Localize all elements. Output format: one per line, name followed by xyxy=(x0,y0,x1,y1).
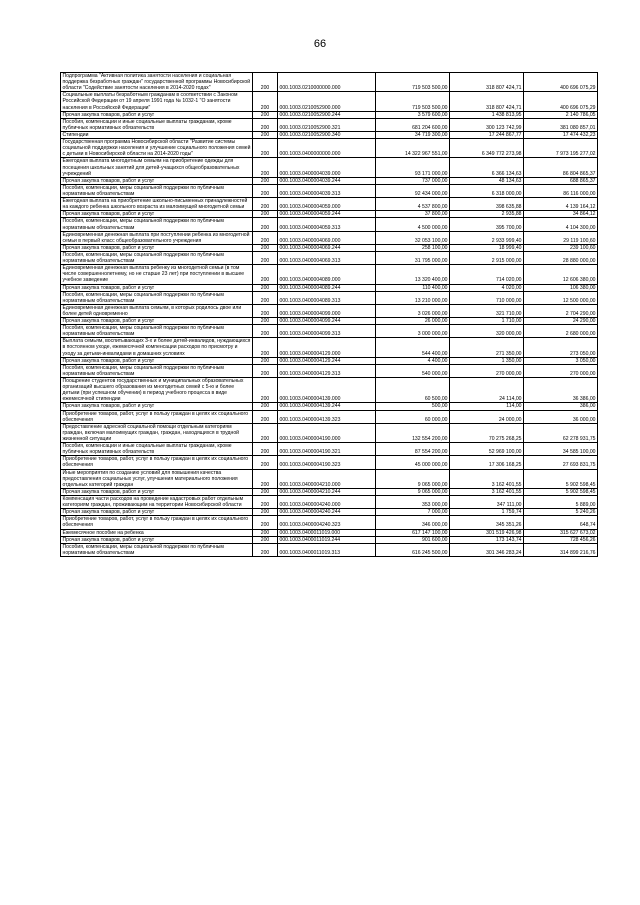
row-code-cell: 200 xyxy=(253,139,278,158)
table-row xyxy=(61,284,598,291)
row-name-cell: Пособия, компенсации, меры социальной поддержки по публичным нормативным обязательствам xyxy=(61,325,253,338)
row-code-cell: 200 xyxy=(253,516,278,529)
row-name-cell: Выплата семьям, воспитывающих 3-х и более детей-инвалидов, нуждающихся в постоянном уходе, ежемесячной компенсации расходов по присмотру и уходу за детьми-инвалидами в домашних условиях xyxy=(61,338,253,357)
row-code-cell: 200 xyxy=(253,158,278,177)
row-code-cell: 200 xyxy=(253,496,278,509)
row-kbk-cell: 000.1003.0210052900.000 xyxy=(278,92,376,111)
row-approved-cell: 616 245 500,00 xyxy=(376,543,450,556)
row-kbk-cell: 000.1003.0400004190.323 xyxy=(278,456,376,469)
row-code-cell: 200 xyxy=(253,543,278,556)
row-executed-cell: 301 346 283,24 xyxy=(450,543,524,556)
row-executed-cell: 173 143,74 xyxy=(450,536,524,543)
row-approved-cell: 4 537 800,00 xyxy=(376,198,450,211)
row-code-cell: 200 xyxy=(253,198,278,211)
table-row xyxy=(61,291,598,304)
row-code-cell: 200 xyxy=(253,131,278,138)
row-name-cell: Пособия, компенсации, меры социальной поддержки по публичным нормативным обязательствам xyxy=(61,251,253,264)
row-approved-cell: 4 500 000,00 xyxy=(376,218,450,231)
row-name-cell: Прочая закупка товаров, работ и услуг xyxy=(61,177,253,184)
row-code-cell: 200 xyxy=(253,423,278,442)
table-row xyxy=(61,231,598,244)
row-remaining-cell: 28 880 000,00 xyxy=(524,251,598,264)
row-executed-cell: 347 111,00 xyxy=(450,496,524,509)
row-executed-cell: 24 114,00 xyxy=(450,378,524,403)
row-kbk-cell: 000.1003.0400004190.000 xyxy=(278,423,376,442)
row-name-cell: Прочая закупка товаров, работ и услуг xyxy=(61,284,253,291)
row-name-cell: Прочая закупка товаров, работ и услуг xyxy=(61,318,253,325)
row-kbk-cell: 000.1003.0400004089.000 xyxy=(278,265,376,284)
table-row xyxy=(61,443,598,456)
table-row xyxy=(61,423,598,442)
row-approved-cell: 26 000,00 xyxy=(376,318,450,325)
row-approved-cell: 719 503 500,00 xyxy=(376,92,450,111)
row-approved-cell: 9 065 000,00 xyxy=(376,488,450,495)
table-row xyxy=(61,403,598,410)
row-executed-cell: 52 969 100,00 xyxy=(450,443,524,456)
row-approved-cell: 540 000,00 xyxy=(376,364,450,377)
row-executed-cell: 301 519 426,98 xyxy=(450,529,524,536)
row-name-cell: Иные мероприятия по созданию условий для повышения качества предоставления социальных услуг, улучшения материального положения отдельных категорий граждан xyxy=(61,469,253,488)
row-approved-cell: 3 579 600,00 xyxy=(376,111,450,118)
row-remaining-cell: 34 864,12 xyxy=(524,211,598,218)
row-remaining-cell: 12 606 380,00 xyxy=(524,265,598,284)
row-remaining-cell: 4 104 300,00 xyxy=(524,218,598,231)
row-approved-cell: 31 795 000,00 xyxy=(376,251,450,264)
row-executed-cell: 70 275 268,25 xyxy=(450,423,524,442)
table-row xyxy=(61,139,598,158)
table-row xyxy=(61,509,598,516)
row-remaining-cell: 12 500 000,00 xyxy=(524,291,598,304)
row-executed-cell: 318 807 424,71 xyxy=(450,92,524,111)
row-approved-cell: 13 320 400,00 xyxy=(376,265,450,284)
row-remaining-cell: 36 000,00 xyxy=(524,410,598,423)
row-remaining-cell: 4 139 164,12 xyxy=(524,198,598,211)
row-kbk-cell: 000.1003.0400004069.313 xyxy=(278,251,376,264)
row-name-cell: Приобретение товаров, работ, услуг в пользу граждан в целях их социального обеспечения xyxy=(61,456,253,469)
row-executed-cell: 2 935,88 xyxy=(450,211,524,218)
row-remaining-cell: 17 474 432,23 xyxy=(524,131,598,138)
row-executed-cell: 1 710,00 xyxy=(450,318,524,325)
row-executed-cell: 114,00 xyxy=(450,403,524,410)
row-kbk-cell: 000.1003.0400004069.000 xyxy=(278,231,376,244)
row-code-cell: 200 xyxy=(253,536,278,543)
row-code-cell: 200 xyxy=(253,403,278,410)
row-name-cell: Поощрение студентов государственных и муниципальных образовательных организаций высшего образования из многодетных семей с 5-ю и более детьми (при успешном обучении) в период учебного процесса в виде ежемесячной стипендии xyxy=(61,378,253,403)
row-code-cell: 200 xyxy=(253,357,278,364)
table-row xyxy=(61,265,598,284)
row-approved-cell: 544 400,00 xyxy=(376,338,450,357)
row-kbk-cell: 000.1003.0400004129.000 xyxy=(278,338,376,357)
table-row xyxy=(61,488,598,495)
row-executed-cell: 320 000,00 xyxy=(450,325,524,338)
row-approved-cell: 60 500,00 xyxy=(376,378,450,403)
row-code-cell: 200 xyxy=(253,184,278,197)
row-name-cell: Прочая закупка товаров, работ и услуг xyxy=(61,488,253,495)
table-row xyxy=(61,469,598,488)
row-code-cell: 200 xyxy=(253,410,278,423)
row-code-cell: 200 xyxy=(253,488,278,495)
row-executed-cell: 395 700,00 xyxy=(450,218,524,231)
row-name-cell: Стипендии xyxy=(61,131,253,138)
row-kbk-cell: 000.1003.0400004059.244 xyxy=(278,211,376,218)
row-code-cell: 200 xyxy=(253,92,278,111)
row-executed-cell: 271 350,00 xyxy=(450,338,524,357)
row-executed-cell: 17 244 867,77 xyxy=(450,131,524,138)
row-kbk-cell: 000.1003.0400011019.000 xyxy=(278,529,376,536)
row-kbk-cell: 000.1003.0400004039.313 xyxy=(278,184,376,197)
row-kbk-cell: 000.1003.0400004039.244 xyxy=(278,177,376,184)
row-name-cell: Прочая закупка товаров, работ и услуг xyxy=(61,211,253,218)
row-code-cell: 200 xyxy=(253,469,278,488)
row-approved-cell: 93 171 000,00 xyxy=(376,158,450,177)
row-executed-cell: 4 020,00 xyxy=(450,284,524,291)
table-row xyxy=(61,357,598,364)
row-kbk-cell: 000.1003.0400004089.313 xyxy=(278,291,376,304)
row-executed-cell: 2 933 999,40 xyxy=(450,231,524,244)
row-name-cell: Пособия, компенсации и иные социальные выплаты гражданам, кроме публичных нормативных обязательств xyxy=(61,443,253,456)
row-remaining-cell: 7 973 195 277,02 xyxy=(524,139,598,158)
row-name-cell: Пособия, компенсации, меры социальной поддержки по публичным нормативным обязательствам xyxy=(61,291,253,304)
row-code-cell: 200 xyxy=(253,265,278,284)
row-kbk-cell: 000.1003.0400004099.000 xyxy=(278,304,376,317)
row-executed-cell: 1 759,74 xyxy=(450,509,524,516)
row-approved-cell: 132 554 200,00 xyxy=(376,423,450,442)
table-row xyxy=(61,304,598,317)
row-remaining-cell: 270 000,00 xyxy=(524,364,598,377)
row-kbk-cell: 000.1003.0400004139.000 xyxy=(278,378,376,403)
row-code-cell: 200 xyxy=(253,177,278,184)
row-code-cell: 200 xyxy=(253,325,278,338)
table-row xyxy=(61,378,598,403)
row-executed-cell: 1 438 813,95 xyxy=(450,111,524,118)
row-approved-cell: 34 719 300,00 xyxy=(376,131,450,138)
row-approved-cell: 60 000,00 xyxy=(376,410,450,423)
row-approved-cell: 258 100,00 xyxy=(376,244,450,251)
row-approved-cell: 737 000,00 xyxy=(376,177,450,184)
budget-table-body xyxy=(61,73,598,557)
table-row xyxy=(61,158,598,177)
table-row xyxy=(61,338,598,357)
row-code-cell: 200 xyxy=(253,529,278,536)
row-name-cell: Единовременная денежная выплата семьям, в которых родилось двое или более детей одновременно xyxy=(61,304,253,317)
row-code-cell: 200 xyxy=(253,118,278,131)
row-executed-cell: 3 162 401,55 xyxy=(450,488,524,495)
row-name-cell: Ежегодная выплата на приобретение школьно-письменных принадлежностей на каждого ребенка школьного возраста из малоимущей многодетной семьи xyxy=(61,198,253,211)
row-name-cell: Прочая закупка товаров, работ и услуг xyxy=(61,509,253,516)
row-approved-cell: 353 000,00 xyxy=(376,496,450,509)
row-executed-cell: 398 635,88 xyxy=(450,198,524,211)
row-name-cell: Пособия, компенсации, меры социальной поддержки по публичным нормативным обязательствам xyxy=(61,364,253,377)
row-code-cell: 200 xyxy=(253,218,278,231)
table-row xyxy=(61,318,598,325)
row-executed-cell: 2 915 000,00 xyxy=(450,251,524,264)
row-approved-cell: 13 210 000,00 xyxy=(376,291,450,304)
row-code-cell: 200 xyxy=(253,251,278,264)
table-row xyxy=(61,543,598,556)
row-executed-cell: 6 366 134,63 xyxy=(450,158,524,177)
row-name-cell: Предоставление адресной социальной помощи отдельным категориям граждан, включая малоимущих граждан, граждан, находящихся в трудной жизненной ситуации xyxy=(61,423,253,442)
row-approved-cell: 346 000,00 xyxy=(376,516,450,529)
table-row xyxy=(61,131,598,138)
row-code-cell: 200 xyxy=(253,284,278,291)
row-remaining-cell: 34 585 100,00 xyxy=(524,443,598,456)
row-name-cell: Государственная программа Новосибирской области "Развитие системы социальной поддержки населения и улучшение социального положения семей с детьми в Новосибирской области на 2014-2020 годы" xyxy=(61,139,253,158)
row-code-cell: 200 xyxy=(253,443,278,456)
row-code-cell: 200 xyxy=(253,456,278,469)
row-remaining-cell: 5 902 598,45 xyxy=(524,488,598,495)
table-row xyxy=(61,251,598,264)
row-name-cell: Прочая закупка товаров, работ и услуг xyxy=(61,357,253,364)
row-name-cell: Пособия, компенсации, меры социальной поддержки по публичным нормативным обязательствам xyxy=(61,218,253,231)
row-code-cell: 200 xyxy=(253,378,278,403)
row-executed-cell: 300 123 742,99 xyxy=(450,118,524,131)
row-executed-cell: 6 318 000,00 xyxy=(450,184,524,197)
row-kbk-cell: 000.1003.0400004099.313 xyxy=(278,325,376,338)
row-kbk-cell: 000.1003.0400004129.313 xyxy=(278,364,376,377)
row-approved-cell: 110 400,00 xyxy=(376,284,450,291)
row-approved-cell: 32 053 100,00 xyxy=(376,231,450,244)
row-code-cell: 200 xyxy=(253,231,278,244)
row-code-cell: 200 xyxy=(253,364,278,377)
row-remaining-cell: 27 693 831,75 xyxy=(524,456,598,469)
row-remaining-cell: 2 680 000,00 xyxy=(524,325,598,338)
row-approved-cell: 92 434 000,00 xyxy=(376,184,450,197)
row-kbk-cell: 000.1003.0400004240.323 xyxy=(278,516,376,529)
row-remaining-cell: 5 902 598,45 xyxy=(524,469,598,488)
row-name-cell: Компенсация части расходов на проведение кадастровых работ отдельным категориям граждан, проживающим на территории Новосибирской области xyxy=(61,496,253,509)
row-remaining-cell: 3 050,00 xyxy=(524,357,598,364)
row-kbk-cell: 000.1003.0400004089.244 xyxy=(278,284,376,291)
table-row xyxy=(61,536,598,543)
row-kbk-cell: 000.1003.0400004139.244 xyxy=(278,403,376,410)
row-approved-cell: 14 322 967 551,00 xyxy=(376,139,450,158)
table-row xyxy=(61,516,598,529)
row-name-cell: Прочая закупка товаров, работ и услуг xyxy=(61,403,253,410)
row-name-cell: Прочая закупка товаров, работ и услуг xyxy=(61,536,253,543)
row-remaining-cell: 728 456,26 xyxy=(524,536,598,543)
row-kbk-cell: 000.1003.0210000000.000 xyxy=(278,73,376,92)
row-kbk-cell: 000.1003.0400004190.321 xyxy=(278,443,376,456)
row-executed-cell: 1 350,00 xyxy=(450,357,524,364)
row-name-cell: Пособия, компенсации, меры социальной поддержки по публичным нормативным обязательствам xyxy=(61,543,253,556)
row-kbk-cell: 000.1003.0210052900.340 xyxy=(278,131,376,138)
row-remaining-cell: 5 889,00 xyxy=(524,496,598,509)
table-row xyxy=(61,218,598,231)
row-remaining-cell: 273 050,00 xyxy=(524,338,598,357)
table-row xyxy=(61,118,598,131)
row-kbk-cell: 000.1003.0210052900.321 xyxy=(278,118,376,131)
row-name-cell: Прочая закупка товаров, работ и услуг xyxy=(61,244,253,251)
row-executed-cell: 714 020,00 xyxy=(450,265,524,284)
row-code-cell: 200 xyxy=(253,73,278,92)
row-remaining-cell: 381 080 857,01 xyxy=(524,118,598,131)
row-name-cell: Ежемесячное пособие на ребенка xyxy=(61,529,253,536)
row-approved-cell: 3 026 000,00 xyxy=(376,304,450,317)
row-approved-cell: 901 600,00 xyxy=(376,536,450,543)
table-row xyxy=(61,496,598,509)
row-remaining-cell: 106 380,00 xyxy=(524,284,598,291)
table-row xyxy=(61,184,598,197)
row-executed-cell: 18 999,40 xyxy=(450,244,524,251)
row-code-cell: 200 xyxy=(253,304,278,317)
row-remaining-cell: 314 899 216,76 xyxy=(524,543,598,556)
row-executed-cell: 6 349 772 273,98 xyxy=(450,139,524,158)
row-executed-cell: 318 807 424,71 xyxy=(450,73,524,92)
row-code-cell: 200 xyxy=(253,211,278,218)
row-remaining-cell: 648,74 xyxy=(524,516,598,529)
row-kbk-cell: 000.1003.0210052900.244 xyxy=(278,111,376,118)
table-row xyxy=(61,325,598,338)
row-kbk-cell: 000.1003.0400004240.000 xyxy=(278,496,376,509)
row-name-cell: Единовременная денежная выплата ребенку из многодетной семьи (в том числе совершеннолетнему, но не старше 23 лет) при поступлении в высшее учебное заведение xyxy=(61,265,253,284)
row-code-cell: 200 xyxy=(253,244,278,251)
page-number: 66 xyxy=(313,38,327,50)
row-kbk-cell: 000.1003.0400004139.323 xyxy=(278,410,376,423)
row-name-cell: Ежегодная выплата многодетным семьям на приобретение одежды для посещения школьных занятий для детей-учащихся общеобразовательных учреждений xyxy=(61,158,253,177)
row-approved-cell: 45 000 000,00 xyxy=(376,456,450,469)
table-row xyxy=(61,456,598,469)
row-remaining-cell: 36 386,00 xyxy=(524,378,598,403)
row-remaining-cell: 29 119 100,60 xyxy=(524,231,598,244)
row-kbk-cell: 000.1003.0400004129.244 xyxy=(278,357,376,364)
row-remaining-cell: 315 627 673,02 xyxy=(524,529,598,536)
row-code-cell: 200 xyxy=(253,509,278,516)
table-row xyxy=(61,529,598,536)
row-kbk-cell: 000.1003.0400004059.000 xyxy=(278,198,376,211)
row-name-cell: Подпрограмма "Активная политика занятости населения и социальная поддержка безработных граждан" государственной программы Новосибирской области "Содействие занятости населения в 2014-2020 годах" xyxy=(61,73,253,92)
row-name-cell: Приобретение товаров, работ, услуг в пользу граждан в целях их социального обеспечения xyxy=(61,410,253,423)
table-row xyxy=(61,364,598,377)
row-remaining-cell: 400 696 075,29 xyxy=(524,92,598,111)
row-code-cell: 200 xyxy=(253,111,278,118)
row-kbk-cell: 000.1003.0400004240.244 xyxy=(278,509,376,516)
row-kbk-cell: 000.1003.0400011019.313 xyxy=(278,543,376,556)
row-executed-cell: 48 134,63 xyxy=(450,177,524,184)
row-kbk-cell: 000.1003.0400004099.244 xyxy=(278,318,376,325)
row-kbk-cell: 000.1003.0400011019.244 xyxy=(278,536,376,543)
row-kbk-cell: 000.1003.0400004039.000 xyxy=(278,158,376,177)
row-kbk-cell: 000.1003.0400004059.313 xyxy=(278,218,376,231)
table-row xyxy=(61,92,598,111)
row-remaining-cell: 5 240,26 xyxy=(524,509,598,516)
row-name-cell: Пособия, компенсации и иные социальные выплаты гражданам, кроме публичных нормативных обязательств xyxy=(61,118,253,131)
row-name-cell: Социальные выплаты безработным гражданам в соответствии с Законом Российской Федерации от 19 апреля 1991 года № 1032-1 "О занятости населения в Российской Федерации" xyxy=(61,92,253,111)
row-remaining-cell: 2 704 290,00 xyxy=(524,304,598,317)
row-kbk-cell: 000.1003.0400000000.000 xyxy=(278,139,376,158)
row-executed-cell: 17 306 168,25 xyxy=(450,456,524,469)
row-remaining-cell: 688 865,37 xyxy=(524,177,598,184)
table-row xyxy=(61,177,598,184)
row-kbk-cell: 000.1003.0400004210.000 xyxy=(278,469,376,488)
row-remaining-cell: 239 100,60 xyxy=(524,244,598,251)
table-row xyxy=(61,111,598,118)
row-name-cell: Приобретение товаров, работ, услуг в пользу граждан в целях их социального обеспечения xyxy=(61,516,253,529)
row-approved-cell: 681 204 600,00 xyxy=(376,118,450,131)
row-approved-cell: 4 400,00 xyxy=(376,357,450,364)
table-row xyxy=(61,198,598,211)
row-executed-cell: 710 000,00 xyxy=(450,291,524,304)
row-kbk-cell: 000.1003.0400004069.244 xyxy=(278,244,376,251)
row-approved-cell: 719 503 500,00 xyxy=(376,73,450,92)
row-approved-cell: 500,00 xyxy=(376,403,450,410)
row-code-cell: 200 xyxy=(253,318,278,325)
row-name-cell: Единовременная денежная выплата при поступлении ребенка из многодетной семьи в первый класс общеобразовательного учреждения xyxy=(61,231,253,244)
row-kbk-cell: 000.1003.0400004210.244 xyxy=(278,488,376,495)
row-approved-cell: 87 554 200,00 xyxy=(376,443,450,456)
row-approved-cell: 9 065 000,00 xyxy=(376,469,450,488)
row-approved-cell: 37 800,00 xyxy=(376,211,450,218)
row-remaining-cell: 400 696 075,29 xyxy=(524,73,598,92)
row-remaining-cell: 86 804 865,37 xyxy=(524,158,598,177)
row-approved-cell: 3 000 000,00 xyxy=(376,325,450,338)
row-remaining-cell: 86 116 000,00 xyxy=(524,184,598,197)
row-approved-cell: 617 147 100,00 xyxy=(376,529,450,536)
row-approved-cell: 7 000,00 xyxy=(376,509,450,516)
row-remaining-cell: 2 140 786,05 xyxy=(524,111,598,118)
table-row xyxy=(61,410,598,423)
row-name-cell: Пособия, компенсации, меры социальной поддержки по публичным нормативным обязательствам xyxy=(61,184,253,197)
row-code-cell: 200 xyxy=(253,338,278,357)
row-executed-cell: 321 710,00 xyxy=(450,304,524,317)
row-remaining-cell: 386,00 xyxy=(524,403,598,410)
table-row xyxy=(61,211,598,218)
row-remaining-cell: 24 290,00 xyxy=(524,318,598,325)
budget-table xyxy=(60,72,598,557)
row-executed-cell: 345 351,26 xyxy=(450,516,524,529)
row-name-cell: Прочая закупка товаров, работ и услуг xyxy=(61,111,253,118)
table-row xyxy=(61,73,598,92)
row-executed-cell: 270 000,00 xyxy=(450,364,524,377)
row-code-cell: 200 xyxy=(253,291,278,304)
row-remaining-cell: 62 278 931,75 xyxy=(524,423,598,442)
row-executed-cell: 24 000,00 xyxy=(450,410,524,423)
row-executed-cell: 3 162 401,55 xyxy=(450,469,524,488)
table-row xyxy=(61,244,598,251)
